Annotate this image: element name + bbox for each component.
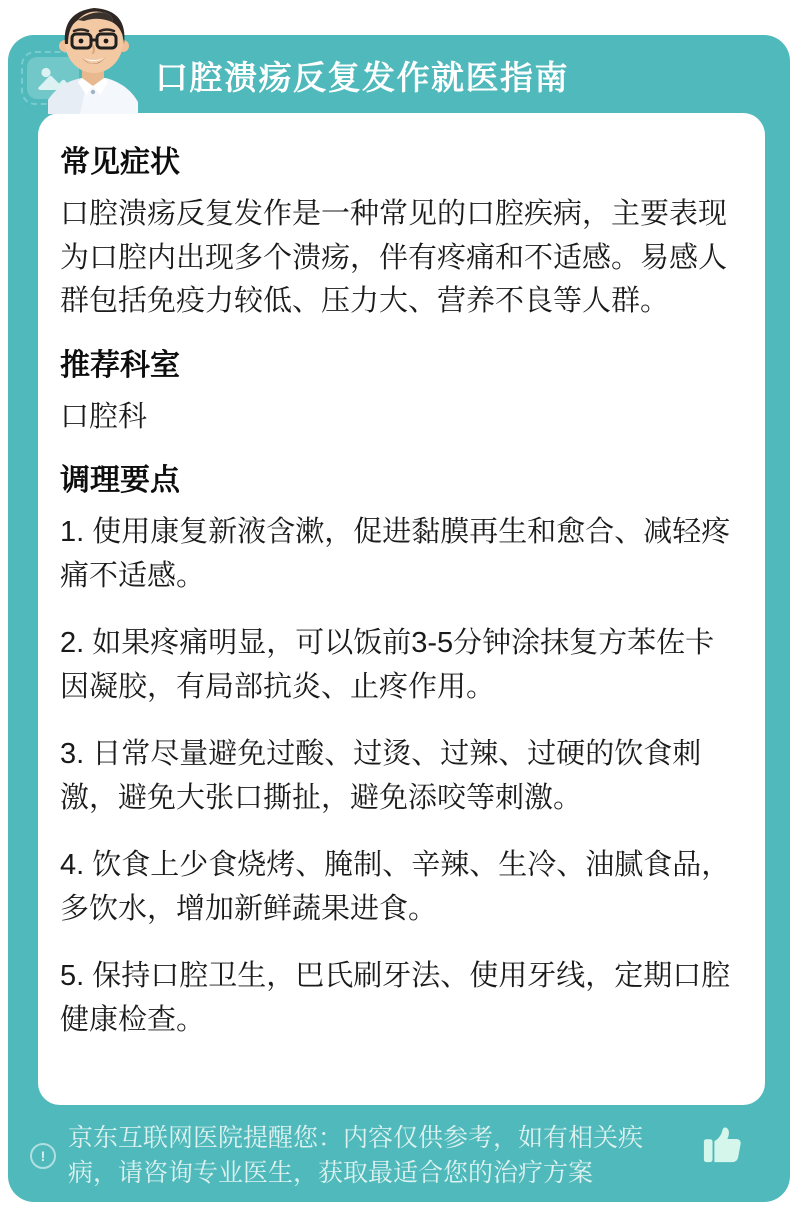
care-item-3: 3. 日常尽量避免过酸、过烫、过辣、过硬的饮食刺激，避免大张口撕扯，避免添咬等刺激。 — [60, 738, 702, 814]
care-item-1: 1. 使用康复新液含漱，促进黏膜再生和愈合、减轻疼痛不适感。 — [60, 516, 731, 592]
section-heading-symptoms: 常见症状 — [60, 146, 180, 179]
department-value: 口腔科 — [60, 400, 148, 433]
info-icon: ! — [30, 1143, 56, 1169]
disclaimer-text: 京东互联网医院提醒您：内容仅供参考，如有相关疾病，请咨询专业医生，获取最适合您的治疗方案 — [68, 1124, 644, 1187]
care-item-4: 4. 饮食上少食烧烤、腌制、辛辣、生冷、油腻食品，多饮水，增加新鲜蔬果进食。 — [60, 849, 731, 925]
section-heading-department: 推荐科室 — [60, 348, 180, 382]
footer — [30, 1121, 770, 1190]
symptoms-paragraph: 口腔溃疡反复发作是一种常见的口腔疾病，主要表现为口腔内出现多个溃疡，伴有疼痛和不适感。易感人群包括免疫力较低、压力大、营养不良等人群。 — [60, 198, 728, 317]
doctor-avatar — [40, 0, 146, 114]
thumbs-up-icon[interactable] — [700, 1123, 746, 1165]
teal-panel — [8, 35, 790, 1202]
page-title: 口腔溃疡反复发作就医指南 — [155, 59, 569, 96]
care-item-5: 5. 保持口腔卫生，巴氏刷牙法、使用牙线，定期口腔健康检查。 — [60, 960, 731, 1036]
content-card — [38, 113, 765, 1105]
care-item-2: 2. 如果疼痛明显，可以饭前3-5分钟涂抹复方苯佐卡因凝胶，有局部抗炎、止疼作用。 — [60, 627, 715, 703]
section-heading-care: 调理要点 — [60, 464, 180, 497]
